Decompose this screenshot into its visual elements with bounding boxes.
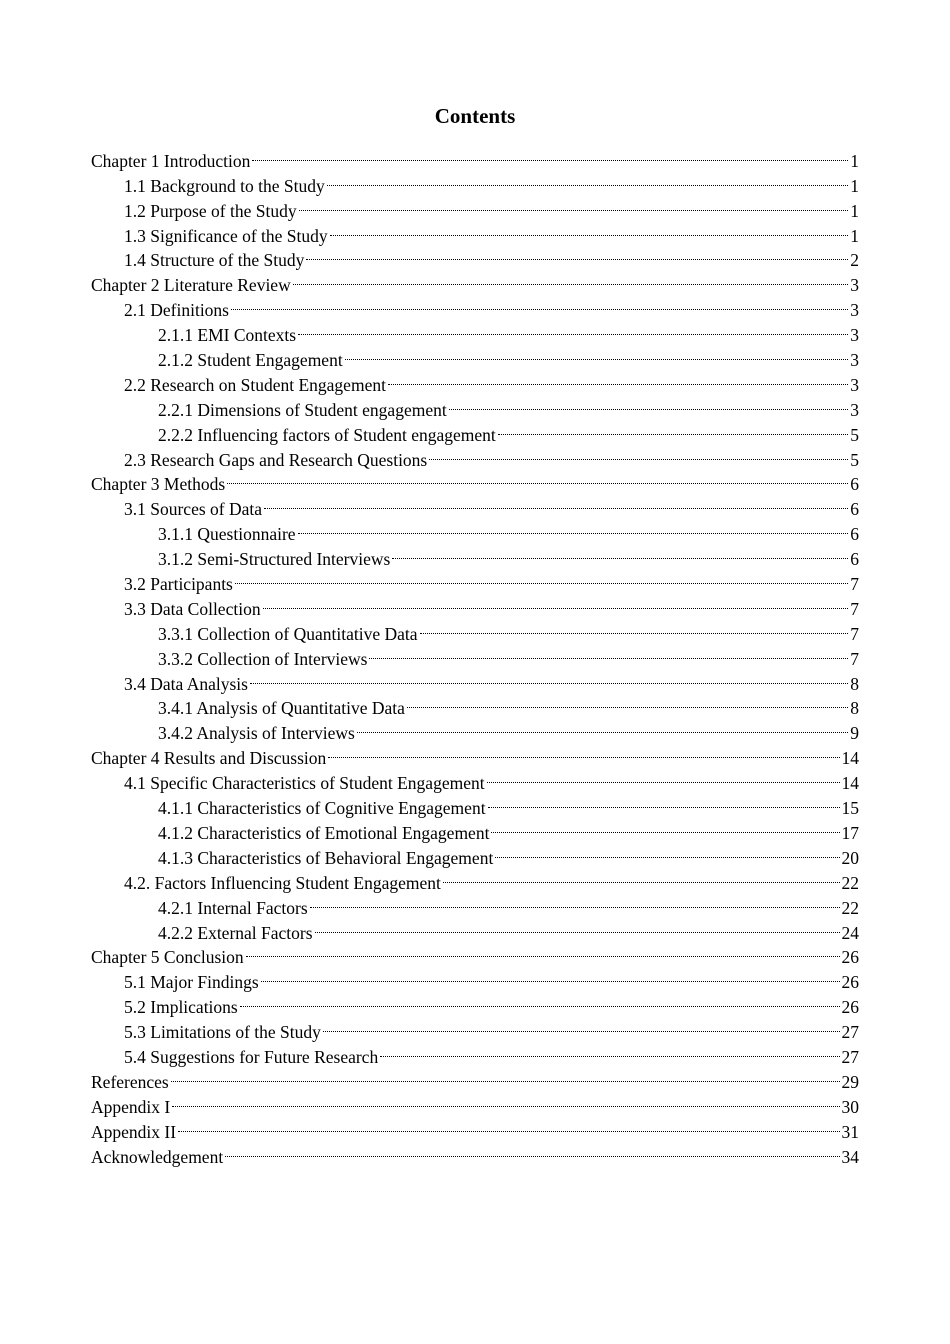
- dot-leader: [225, 1138, 839, 1163]
- toc-entry-title: 2.2.2 Influencing factors of Student engagement: [158, 424, 496, 445]
- toc-entry-page-number: 15: [841, 798, 859, 819]
- dot-leader: [429, 441, 848, 466]
- toc-entry-title: 2.3 Research Gaps and Research Questions: [124, 449, 428, 470]
- toc-entry-page-number: 6: [850, 549, 859, 570]
- toc-entry-title: 1.4 Structure of the Study: [124, 250, 305, 271]
- toc-entry-title: 5.4 Suggestions for Future Research: [124, 1046, 379, 1067]
- dot-leader: [323, 1013, 840, 1038]
- dot-leader: [495, 839, 839, 864]
- toc-entry-page-number: 9: [850, 723, 859, 744]
- dot-leader: [298, 515, 849, 540]
- dot-leader: [250, 665, 848, 690]
- toc-entry-title: Chapter 1 Introduction: [91, 150, 251, 171]
- page-title: Contents: [434, 104, 516, 128]
- toc-entry-page-number: 20: [841, 847, 859, 868]
- dot-leader: [380, 1038, 839, 1063]
- toc-entry-page-number: 31: [841, 1121, 859, 1142]
- dot-leader: [327, 167, 849, 192]
- toc-entry-title: 5.1 Major Findings: [124, 972, 259, 993]
- toc-entry-title: 4.2. Factors Influencing Student Engagement: [124, 872, 441, 893]
- toc-entry-page-number: 7: [850, 598, 859, 619]
- toc-entry-title: 3.4 Data Analysis: [124, 673, 248, 694]
- toc-entry-page-number: 2: [850, 250, 859, 271]
- toc-entry-page-number: 5: [850, 424, 859, 445]
- dot-leader: [235, 565, 848, 590]
- toc-entry-title: 3.4.2 Analysis of Interviews: [158, 723, 355, 744]
- toc-entry-page-number: 26: [841, 972, 859, 993]
- toc-entry-page-number: 14: [841, 748, 859, 769]
- toc-entry-page-number: 6: [850, 474, 859, 495]
- toc-entry-title: 2.2 Research on Student Engagement: [124, 374, 386, 395]
- toc-entry-title: 2.1.2 Student Engagement: [158, 350, 343, 371]
- toc-entry-title: Chapter 2 Literature Review: [91, 275, 291, 296]
- toc-entry-page-number: 3: [850, 325, 859, 346]
- toc-entry-title: 2.2.1 Dimensions of Student engagement: [158, 399, 447, 420]
- toc-entry-page-number: 22: [841, 897, 859, 918]
- toc-entry[interactable]: [91, 1138, 859, 1167]
- dot-leader: [443, 864, 840, 889]
- dot-leader: [345, 341, 849, 366]
- dot-leader: [449, 391, 849, 416]
- toc-entry-title: Chapter 3 Methods: [91, 474, 226, 495]
- dot-leader: [172, 1088, 839, 1113]
- toc-entry-title: 4.1.2 Characteristics of Emotional Engagement: [158, 822, 490, 843]
- dot-leader: [171, 1063, 840, 1088]
- toc-entry-title: 3.3 Data Collection: [124, 598, 261, 619]
- dot-leader: [498, 416, 849, 441]
- dot-leader: [487, 764, 840, 789]
- toc-entry-page-number: 7: [850, 574, 859, 595]
- toc-entry-page-number: 3: [850, 399, 859, 420]
- toc-entry-page-number: 29: [841, 1071, 859, 1092]
- toc-entry-title: 4.2.1 Internal Factors: [158, 897, 308, 918]
- dot-leader: [357, 714, 848, 739]
- dot-leader: [231, 291, 848, 316]
- dot-leader: [240, 988, 840, 1013]
- toc-entry[interactable]: [91, 1088, 859, 1117]
- toc-entry-title: 4.1 Specific Characteristics of Student Engagement: [124, 773, 485, 794]
- toc-entry-page-number: 26: [841, 997, 859, 1018]
- toc-entry-page-number: 17: [841, 822, 859, 843]
- toc-entry-title: 3.1.1 Questionnaire: [158, 524, 296, 545]
- toc-entry-page-number: 8: [850, 698, 859, 719]
- toc-entry-title: 3.1.2 Semi-Structured Interviews: [158, 549, 391, 570]
- dot-leader: [261, 963, 840, 988]
- dot-leader: [328, 739, 839, 764]
- toc-entry-title: Acknowledgement: [91, 1146, 224, 1167]
- toc-entry-title: Chapter 4 Results and Discussion: [91, 748, 327, 769]
- toc-entry-title: 3.3.1 Collection of Quantitative Data: [158, 623, 418, 644]
- toc-entry[interactable]: [91, 142, 859, 171]
- toc-entry-page-number: 1: [850, 225, 859, 246]
- dot-leader: [306, 242, 848, 267]
- dot-leader: [407, 690, 848, 715]
- dot-leader: [315, 914, 840, 939]
- dot-leader: [392, 540, 848, 565]
- toc-entry-page-number: 6: [850, 524, 859, 545]
- dot-leader: [388, 366, 848, 391]
- dot-leader: [264, 490, 848, 515]
- toc-entry-title: 3.2 Participants: [124, 574, 233, 595]
- toc-entry-title: 1.2 Purpose of the Study: [124, 200, 297, 221]
- toc-entry-page-number: 34: [841, 1146, 859, 1167]
- toc-entry-page-number: 24: [841, 922, 859, 943]
- toc-entry-page-number: 26: [841, 947, 859, 968]
- toc-entry-page-number: 3: [850, 300, 859, 321]
- dot-leader: [298, 316, 848, 341]
- toc-entry[interactable]: [91, 1063, 859, 1092]
- toc-entry-title: 1.3 Significance of the Study: [124, 225, 328, 246]
- toc-entry-page-number: 30: [841, 1096, 859, 1117]
- table-of-contents: [91, 142, 859, 1167]
- dot-leader: [227, 466, 848, 491]
- dot-leader: [293, 266, 849, 291]
- toc-entry-title: 3.3.2 Collection of Interviews: [158, 648, 368, 669]
- toc-entry[interactable]: [91, 1113, 859, 1142]
- dot-leader: [263, 590, 849, 615]
- toc-entry-page-number: 3: [850, 350, 859, 371]
- dot-leader: [369, 640, 848, 665]
- toc-entry-title: 2.1.1 EMI Contexts: [158, 325, 297, 346]
- toc-entry-page-number: 27: [841, 1022, 859, 1043]
- dot-leader: [488, 789, 840, 814]
- toc-entry-title: 5.2 Implications: [124, 997, 238, 1018]
- dot-leader: [420, 615, 849, 640]
- toc-entry-title: 5.3 Limitations of the Study: [124, 1022, 321, 1043]
- toc-entry-page-number: 1: [850, 200, 859, 221]
- toc-entry-title: Chapter 5 Conclusion: [91, 947, 244, 968]
- toc-entry-title: 3.4.1 Analysis of Quantitative Data: [158, 698, 405, 719]
- toc-entry-title: Appendix II: [91, 1121, 177, 1142]
- toc-entry-page-number: 3: [850, 275, 859, 296]
- dot-leader: [491, 814, 839, 839]
- toc-entry-page-number: 22: [841, 872, 859, 893]
- dot-leader: [330, 217, 849, 242]
- toc-entry-page-number: 7: [850, 623, 859, 644]
- toc-entry-page-number: 5: [850, 449, 859, 470]
- toc-entry-title: 1.1 Background to the Study: [124, 175, 325, 196]
- dot-leader: [252, 142, 848, 167]
- dot-leader: [178, 1113, 839, 1138]
- toc-entry-title: 4.1.1 Characteristics of Cognitive Engagement: [158, 798, 486, 819]
- toc-entry-page-number: 3: [850, 374, 859, 395]
- toc-entry-title: 2.1 Definitions: [124, 300, 229, 321]
- toc-entry-title: 4.1.3 Characteristics of Behavioral Engagement: [158, 847, 494, 868]
- dot-leader: [299, 192, 849, 217]
- toc-entry-page-number: 1: [850, 175, 859, 196]
- toc-entry-page-number: 27: [841, 1046, 859, 1067]
- toc-entry-title: References: [91, 1071, 169, 1092]
- toc-entry-page-number: 8: [850, 673, 859, 694]
- dot-leader: [246, 939, 840, 964]
- toc-entry-page-number: 14: [841, 773, 859, 794]
- toc-entry-title: 3.1 Sources of Data: [124, 499, 263, 520]
- toc-entry-page-number: 7: [850, 648, 859, 669]
- toc-entry-title: 4.2.2 External Factors: [158, 922, 313, 943]
- toc-entry-page-number: 1: [850, 150, 859, 171]
- dot-leader: [310, 889, 840, 914]
- toc-entry-page-number: 6: [850, 499, 859, 520]
- toc-entry-title: Appendix I: [91, 1096, 171, 1117]
